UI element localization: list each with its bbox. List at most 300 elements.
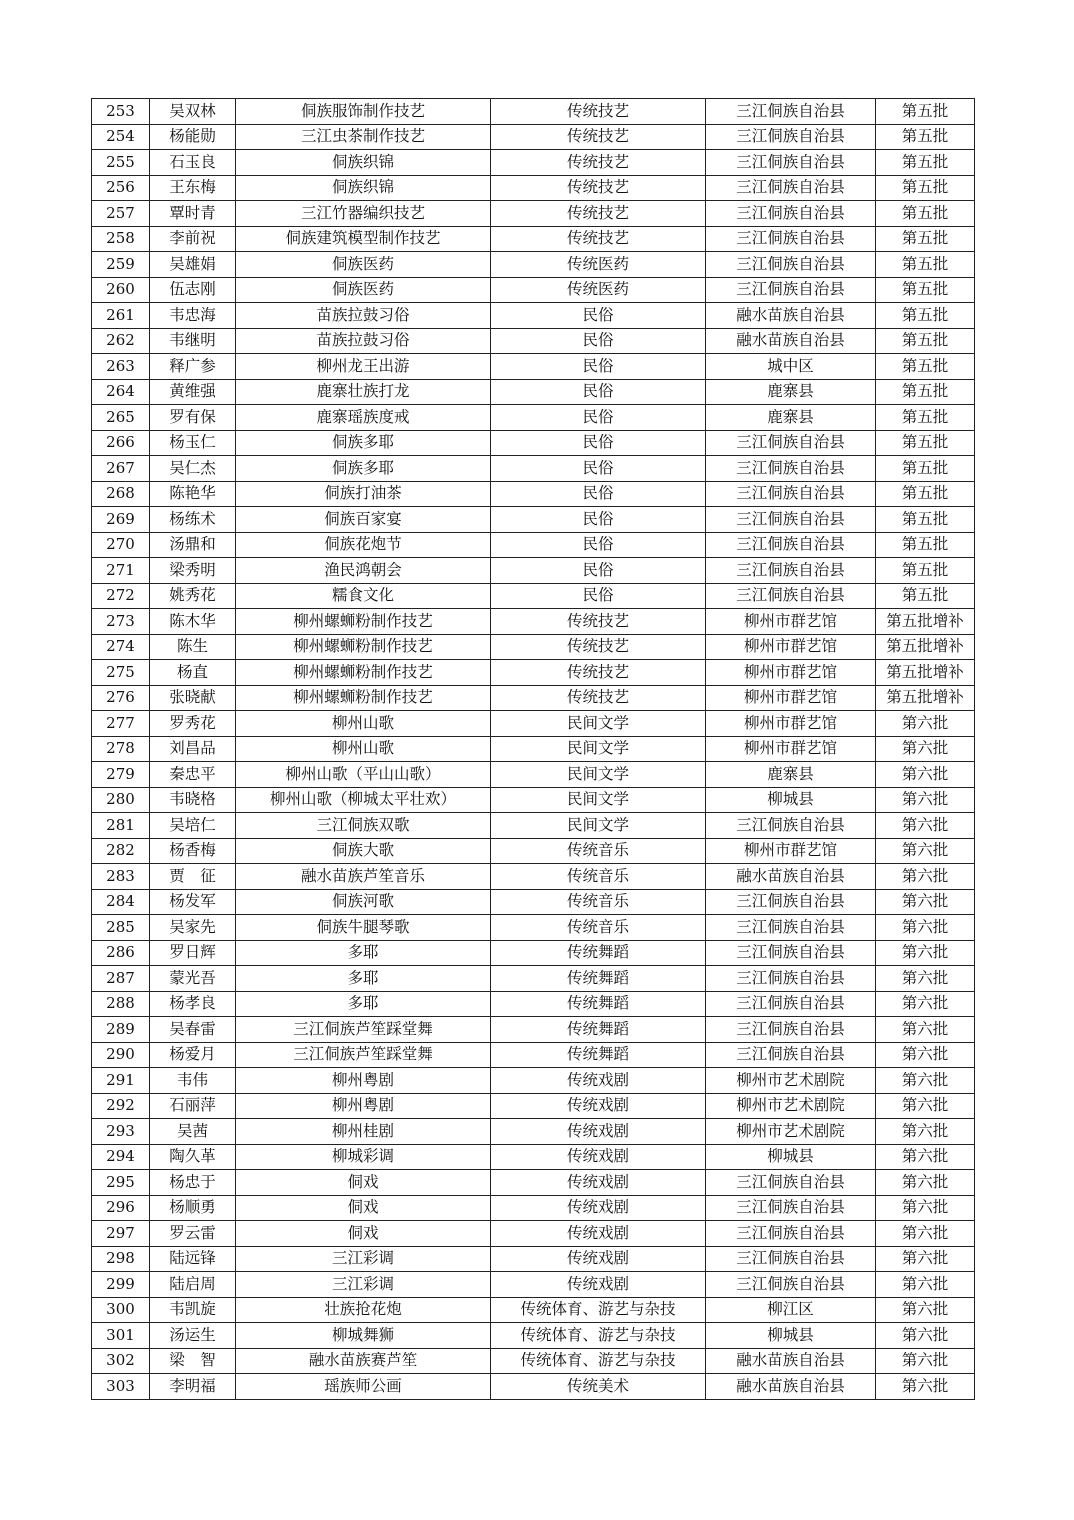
row-number-cell: 285 xyxy=(92,915,150,941)
protection-unit-cell: 三江侗族自治县 xyxy=(706,1042,876,1068)
category-cell: 传统舞蹈 xyxy=(491,1017,706,1043)
batch-cell: 第六批 xyxy=(876,1348,975,1374)
inheritor-name-cell: 杨爱月 xyxy=(150,1042,236,1068)
batch-cell: 第六批 xyxy=(876,991,975,1017)
category-cell: 传统技艺 xyxy=(491,150,706,176)
protection-unit-cell: 三江侗族自治县 xyxy=(706,481,876,507)
inheritor-name-cell: 伍志刚 xyxy=(150,277,236,303)
project-name-cell: 侗族多耶 xyxy=(236,430,491,456)
project-name-cell: 三江侗族芦笙踩堂舞 xyxy=(236,1042,491,1068)
row-number-cell: 283 xyxy=(92,864,150,890)
table-row xyxy=(92,889,975,915)
batch-cell: 第六批 xyxy=(876,762,975,788)
table-row xyxy=(92,124,975,150)
protection-unit-cell: 融水苗族自治县 xyxy=(706,864,876,890)
row-number-cell: 296 xyxy=(92,1195,150,1221)
protection-unit-cell: 融水苗族自治县 xyxy=(706,303,876,329)
category-cell: 传统医药 xyxy=(491,252,706,278)
category-cell: 民俗 xyxy=(491,430,706,456)
row-number-cell: 292 xyxy=(92,1093,150,1119)
batch-cell: 第五批 xyxy=(876,226,975,252)
row-number-cell: 267 xyxy=(92,456,150,482)
row-number-cell: 281 xyxy=(92,813,150,839)
protection-unit-cell: 三江侗族自治县 xyxy=(706,430,876,456)
batch-cell: 第六批 xyxy=(876,1017,975,1043)
row-number-cell: 260 xyxy=(92,277,150,303)
batch-cell: 第六批 xyxy=(876,864,975,890)
table-row xyxy=(92,838,975,864)
row-number-cell: 287 xyxy=(92,966,150,992)
inheritor-name-cell: 罗日辉 xyxy=(150,940,236,966)
inheritor-name-cell: 覃时青 xyxy=(150,201,236,227)
project-name-cell: 多耶 xyxy=(236,966,491,992)
project-name-cell: 侗戏 xyxy=(236,1195,491,1221)
batch-cell: 第五批 xyxy=(876,405,975,431)
batch-cell: 第五批 xyxy=(876,124,975,150)
project-name-cell: 侗族大歌 xyxy=(236,838,491,864)
category-cell: 传统美术 xyxy=(491,1374,706,1400)
category-cell: 传统戏剧 xyxy=(491,1119,706,1145)
row-number-cell: 288 xyxy=(92,991,150,1017)
batch-cell: 第五批增补 xyxy=(876,685,975,711)
row-number-cell: 277 xyxy=(92,711,150,737)
project-name-cell: 苗族拉鼓习俗 xyxy=(236,303,491,329)
category-cell: 传统戏剧 xyxy=(491,1068,706,1094)
inheritor-name-cell: 吴培仁 xyxy=(150,813,236,839)
protection-unit-cell: 三江侗族自治县 xyxy=(706,583,876,609)
row-number-cell: 284 xyxy=(92,889,150,915)
category-cell: 传统体育、游艺与杂技 xyxy=(491,1323,706,1349)
inheritor-name-cell: 黄维强 xyxy=(150,379,236,405)
batch-cell: 第六批 xyxy=(876,838,975,864)
row-number-cell: 300 xyxy=(92,1297,150,1323)
protection-unit-cell: 柳州市艺术剧院 xyxy=(706,1119,876,1145)
inheritor-name-cell: 罗云雷 xyxy=(150,1221,236,1247)
category-cell: 传统音乐 xyxy=(491,864,706,890)
inheritor-name-cell: 张晓献 xyxy=(150,685,236,711)
project-name-cell: 三江彩调 xyxy=(236,1272,491,1298)
row-number-cell: 276 xyxy=(92,685,150,711)
batch-cell: 第六批 xyxy=(876,1144,975,1170)
inheritor-name-cell: 韦晓格 xyxy=(150,787,236,813)
table-row xyxy=(92,940,975,966)
row-number-cell: 266 xyxy=(92,430,150,456)
batch-cell: 第六批 xyxy=(876,711,975,737)
inheritor-name-cell: 杨顺勇 xyxy=(150,1195,236,1221)
table-row xyxy=(92,1119,975,1145)
project-name-cell: 柳州螺蛳粉制作技艺 xyxy=(236,660,491,686)
protection-unit-cell: 柳州市艺术剧院 xyxy=(706,1093,876,1119)
table-row xyxy=(92,379,975,405)
project-name-cell: 柳城舞狮 xyxy=(236,1323,491,1349)
project-name-cell: 柳州龙王出游 xyxy=(236,354,491,380)
inheritor-name-cell: 蒙光吾 xyxy=(150,966,236,992)
project-name-cell: 侗族打油茶 xyxy=(236,481,491,507)
row-number-cell: 262 xyxy=(92,328,150,354)
category-cell: 民间文学 xyxy=(491,711,706,737)
protection-unit-cell: 三江侗族自治县 xyxy=(706,124,876,150)
heritage-inheritor-table xyxy=(91,98,975,1400)
protection-unit-cell: 三江侗族自治县 xyxy=(706,201,876,227)
inheritor-name-cell: 吴茜 xyxy=(150,1119,236,1145)
project-name-cell: 柳州山歌（平山山歌） xyxy=(236,762,491,788)
project-name-cell: 柳州螺蛳粉制作技艺 xyxy=(236,609,491,635)
category-cell: 传统戏剧 xyxy=(491,1195,706,1221)
batch-cell: 第五批 xyxy=(876,277,975,303)
row-number-cell: 261 xyxy=(92,303,150,329)
table-row xyxy=(92,634,975,660)
row-number-cell: 269 xyxy=(92,507,150,533)
inheritor-name-cell: 刘昌品 xyxy=(150,736,236,762)
project-name-cell: 侗族百家宴 xyxy=(236,507,491,533)
protection-unit-cell: 鹿寨县 xyxy=(706,762,876,788)
project-name-cell: 侗族医药 xyxy=(236,252,491,278)
category-cell: 民俗 xyxy=(491,456,706,482)
project-name-cell: 瑶族师公画 xyxy=(236,1374,491,1400)
category-cell: 传统技艺 xyxy=(491,609,706,635)
batch-cell: 第五批 xyxy=(876,354,975,380)
inheritor-name-cell: 杨能勋 xyxy=(150,124,236,150)
inheritor-name-cell: 韦继明 xyxy=(150,328,236,354)
category-cell: 传统舞蹈 xyxy=(491,966,706,992)
inheritor-name-cell: 陈生 xyxy=(150,634,236,660)
protection-unit-cell: 三江侗族自治县 xyxy=(706,252,876,278)
inheritor-name-cell: 罗秀花 xyxy=(150,711,236,737)
project-name-cell: 侗族织锦 xyxy=(236,150,491,176)
row-number-cell: 295 xyxy=(92,1170,150,1196)
inheritor-name-cell: 王东梅 xyxy=(150,175,236,201)
batch-cell: 第五批 xyxy=(876,481,975,507)
table-row xyxy=(92,1374,975,1400)
batch-cell: 第六批 xyxy=(876,966,975,992)
project-name-cell: 侗戏 xyxy=(236,1221,491,1247)
protection-unit-cell: 柳州市群艺馆 xyxy=(706,711,876,737)
batch-cell: 第六批 xyxy=(876,1272,975,1298)
protection-unit-cell: 三江侗族自治县 xyxy=(706,226,876,252)
row-number-cell: 302 xyxy=(92,1348,150,1374)
row-number-cell: 272 xyxy=(92,583,150,609)
protection-unit-cell: 三江侗族自治县 xyxy=(706,966,876,992)
category-cell: 传统技艺 xyxy=(491,175,706,201)
row-number-cell: 274 xyxy=(92,634,150,660)
table-row xyxy=(92,456,975,482)
table-row xyxy=(92,354,975,380)
row-number-cell: 258 xyxy=(92,226,150,252)
table-row xyxy=(92,226,975,252)
row-number-cell: 279 xyxy=(92,762,150,788)
category-cell: 传统技艺 xyxy=(491,226,706,252)
inheritor-name-cell: 杨玉仁 xyxy=(150,430,236,456)
inheritor-name-cell: 杨发军 xyxy=(150,889,236,915)
project-name-cell: 融水苗族芦笙音乐 xyxy=(236,864,491,890)
protection-unit-cell: 柳州市艺术剧院 xyxy=(706,1068,876,1094)
protection-unit-cell: 三江侗族自治县 xyxy=(706,1246,876,1272)
row-number-cell: 253 xyxy=(92,99,150,125)
category-cell: 民俗 xyxy=(491,583,706,609)
protection-unit-cell: 三江侗族自治县 xyxy=(706,1272,876,1298)
batch-cell: 第五批 xyxy=(876,328,975,354)
row-number-cell: 278 xyxy=(92,736,150,762)
table-row xyxy=(92,1170,975,1196)
category-cell: 传统戏剧 xyxy=(491,1246,706,1272)
project-name-cell: 三江虫茶制作技艺 xyxy=(236,124,491,150)
batch-cell: 第六批 xyxy=(876,813,975,839)
category-cell: 传统音乐 xyxy=(491,838,706,864)
table-row xyxy=(92,609,975,635)
batch-cell: 第六批 xyxy=(876,940,975,966)
table-row xyxy=(92,252,975,278)
project-name-cell: 糯食文化 xyxy=(236,583,491,609)
table-row xyxy=(92,915,975,941)
table-row xyxy=(92,762,975,788)
inheritor-name-cell: 汤运生 xyxy=(150,1323,236,1349)
project-name-cell: 鹿寨壮族打龙 xyxy=(236,379,491,405)
table-row xyxy=(92,1195,975,1221)
inheritor-name-cell: 陆远锋 xyxy=(150,1246,236,1272)
table-row xyxy=(92,991,975,1017)
inheritor-name-cell: 梁 智 xyxy=(150,1348,236,1374)
table-row xyxy=(92,1068,975,1094)
protection-unit-cell: 三江侗族自治县 xyxy=(706,813,876,839)
category-cell: 传统体育、游艺与杂技 xyxy=(491,1348,706,1374)
batch-cell: 第六批 xyxy=(876,1297,975,1323)
category-cell: 民俗 xyxy=(491,507,706,533)
table-row xyxy=(92,201,975,227)
category-cell: 传统音乐 xyxy=(491,889,706,915)
table-row xyxy=(92,175,975,201)
batch-cell: 第六批 xyxy=(876,1246,975,1272)
project-name-cell: 柳城彩调 xyxy=(236,1144,491,1170)
protection-unit-cell: 三江侗族自治县 xyxy=(706,558,876,584)
category-cell: 传统体育、游艺与杂技 xyxy=(491,1297,706,1323)
table-row xyxy=(92,736,975,762)
batch-cell: 第五批 xyxy=(876,507,975,533)
inheritor-name-cell: 陆启周 xyxy=(150,1272,236,1298)
row-number-cell: 294 xyxy=(92,1144,150,1170)
batch-cell: 第六批 xyxy=(876,1093,975,1119)
category-cell: 传统技艺 xyxy=(491,124,706,150)
table-row xyxy=(92,532,975,558)
table-row xyxy=(92,1042,975,1068)
batch-cell: 第六批 xyxy=(876,1323,975,1349)
protection-unit-cell: 三江侗族自治县 xyxy=(706,456,876,482)
batch-cell: 第五批 xyxy=(876,558,975,584)
project-name-cell: 侗戏 xyxy=(236,1170,491,1196)
project-name-cell: 柳州螺蛳粉制作技艺 xyxy=(236,634,491,660)
batch-cell: 第六批 xyxy=(876,1068,975,1094)
protection-unit-cell: 三江侗族自治县 xyxy=(706,940,876,966)
project-name-cell: 柳州山歌 xyxy=(236,711,491,737)
project-name-cell: 融水苗族赛芦笙 xyxy=(236,1348,491,1374)
protection-unit-cell: 柳城县 xyxy=(706,1323,876,1349)
table-row xyxy=(92,685,975,711)
batch-cell: 第六批 xyxy=(876,736,975,762)
row-number-cell: 291 xyxy=(92,1068,150,1094)
inheritor-name-cell: 吴春雷 xyxy=(150,1017,236,1043)
protection-unit-cell: 柳州市群艺馆 xyxy=(706,736,876,762)
protection-unit-cell: 柳江区 xyxy=(706,1297,876,1323)
batch-cell: 第六批 xyxy=(876,1042,975,1068)
category-cell: 民俗 xyxy=(491,328,706,354)
category-cell: 民间文学 xyxy=(491,736,706,762)
inheritor-name-cell: 释广参 xyxy=(150,354,236,380)
row-number-cell: 293 xyxy=(92,1119,150,1145)
row-number-cell: 254 xyxy=(92,124,150,150)
row-number-cell: 265 xyxy=(92,405,150,431)
table-row xyxy=(92,1348,975,1374)
table-row xyxy=(92,507,975,533)
inheritor-name-cell: 陈木华 xyxy=(150,609,236,635)
category-cell: 民俗 xyxy=(491,379,706,405)
protection-unit-cell: 融水苗族自治县 xyxy=(706,1348,876,1374)
table-body xyxy=(92,99,975,1400)
row-number-cell: 299 xyxy=(92,1272,150,1298)
inheritor-name-cell: 杨练术 xyxy=(150,507,236,533)
row-number-cell: 273 xyxy=(92,609,150,635)
batch-cell: 第五批 xyxy=(876,99,975,125)
category-cell: 传统技艺 xyxy=(491,99,706,125)
batch-cell: 第五批 xyxy=(876,303,975,329)
project-name-cell: 三江侗族芦笙踩堂舞 xyxy=(236,1017,491,1043)
row-number-cell: 301 xyxy=(92,1323,150,1349)
row-number-cell: 263 xyxy=(92,354,150,380)
category-cell: 民间文学 xyxy=(491,813,706,839)
protection-unit-cell: 三江侗族自治县 xyxy=(706,889,876,915)
inheritor-name-cell: 贾 征 xyxy=(150,864,236,890)
row-number-cell: 286 xyxy=(92,940,150,966)
project-name-cell: 三江侗族双歌 xyxy=(236,813,491,839)
protection-unit-cell: 三江侗族自治县 xyxy=(706,507,876,533)
inheritor-name-cell: 杨孝良 xyxy=(150,991,236,1017)
inheritor-name-cell: 汤鼎和 xyxy=(150,532,236,558)
protection-unit-cell: 三江侗族自治县 xyxy=(706,1170,876,1196)
project-name-cell: 柳州山歌（柳城太平壮欢） xyxy=(236,787,491,813)
batch-cell: 第六批 xyxy=(876,1170,975,1196)
protection-unit-cell: 三江侗族自治县 xyxy=(706,1221,876,1247)
batch-cell: 第五批 xyxy=(876,252,975,278)
row-number-cell: 289 xyxy=(92,1017,150,1043)
inheritor-name-cell: 韦忠海 xyxy=(150,303,236,329)
project-name-cell: 壮族抢花炮 xyxy=(236,1297,491,1323)
inheritor-name-cell: 吴家先 xyxy=(150,915,236,941)
table-row xyxy=(92,583,975,609)
row-number-cell: 268 xyxy=(92,481,150,507)
batch-cell: 第五批 xyxy=(876,532,975,558)
row-number-cell: 270 xyxy=(92,532,150,558)
row-number-cell: 257 xyxy=(92,201,150,227)
category-cell: 传统技艺 xyxy=(491,660,706,686)
table-row xyxy=(92,813,975,839)
inheritor-name-cell: 韦凯旋 xyxy=(150,1297,236,1323)
row-number-cell: 255 xyxy=(92,150,150,176)
protection-unit-cell: 融水苗族自治县 xyxy=(706,328,876,354)
inheritor-name-cell: 杨直 xyxy=(150,660,236,686)
table-row xyxy=(92,1093,975,1119)
table-row xyxy=(92,405,975,431)
category-cell: 传统舞蹈 xyxy=(491,991,706,1017)
table-row xyxy=(92,99,975,125)
batch-cell: 第六批 xyxy=(876,1374,975,1400)
protection-unit-cell: 三江侗族自治县 xyxy=(706,1017,876,1043)
category-cell: 民俗 xyxy=(491,532,706,558)
project-name-cell: 柳州粤剧 xyxy=(236,1068,491,1094)
category-cell: 民间文学 xyxy=(491,762,706,788)
project-name-cell: 苗族拉鼓习俗 xyxy=(236,328,491,354)
project-name-cell: 侗族牛腿琴歌 xyxy=(236,915,491,941)
table-row xyxy=(92,1221,975,1247)
table-row xyxy=(92,328,975,354)
inheritor-name-cell: 陈艳华 xyxy=(150,481,236,507)
batch-cell: 第五批 xyxy=(876,456,975,482)
category-cell: 传统音乐 xyxy=(491,915,706,941)
protection-unit-cell: 三江侗族自治县 xyxy=(706,915,876,941)
table-row xyxy=(92,787,975,813)
table-row xyxy=(92,1323,975,1349)
batch-cell: 第五批 xyxy=(876,150,975,176)
project-name-cell: 多耶 xyxy=(236,991,491,1017)
project-name-cell: 三江彩调 xyxy=(236,1246,491,1272)
category-cell: 民俗 xyxy=(491,405,706,431)
protection-unit-cell: 三江侗族自治县 xyxy=(706,532,876,558)
table-row xyxy=(92,277,975,303)
protection-unit-cell: 柳州市群艺馆 xyxy=(706,838,876,864)
category-cell: 传统戏剧 xyxy=(491,1093,706,1119)
batch-cell: 第六批 xyxy=(876,787,975,813)
row-number-cell: 282 xyxy=(92,838,150,864)
project-name-cell: 侗族河歌 xyxy=(236,889,491,915)
table-row xyxy=(92,711,975,737)
table-row xyxy=(92,660,975,686)
category-cell: 传统戏剧 xyxy=(491,1272,706,1298)
category-cell: 传统舞蹈 xyxy=(491,940,706,966)
batch-cell: 第五批 xyxy=(876,201,975,227)
row-number-cell: 280 xyxy=(92,787,150,813)
protection-unit-cell: 三江侗族自治县 xyxy=(706,991,876,1017)
project-name-cell: 侗族服饰制作技艺 xyxy=(236,99,491,125)
category-cell: 民俗 xyxy=(491,303,706,329)
project-name-cell: 侗族多耶 xyxy=(236,456,491,482)
project-name-cell: 侗族建筑模型制作技艺 xyxy=(236,226,491,252)
project-name-cell: 多耶 xyxy=(236,940,491,966)
protection-unit-cell: 三江侗族自治县 xyxy=(706,175,876,201)
batch-cell: 第五批 xyxy=(876,379,975,405)
project-name-cell: 三江竹器编织技艺 xyxy=(236,201,491,227)
row-number-cell: 303 xyxy=(92,1374,150,1400)
protection-unit-cell: 柳州市群艺馆 xyxy=(706,634,876,660)
batch-cell: 第六批 xyxy=(876,1195,975,1221)
category-cell: 传统戏剧 xyxy=(491,1170,706,1196)
protection-unit-cell: 三江侗族自治县 xyxy=(706,99,876,125)
row-number-cell: 271 xyxy=(92,558,150,584)
project-name-cell: 侗族医药 xyxy=(236,277,491,303)
table-row xyxy=(92,558,975,584)
table-row xyxy=(92,1144,975,1170)
row-number-cell: 259 xyxy=(92,252,150,278)
inheritor-name-cell: 罗有保 xyxy=(150,405,236,431)
project-name-cell: 柳州桂剧 xyxy=(236,1119,491,1145)
batch-cell: 第五批 xyxy=(876,583,975,609)
project-name-cell: 侗族织锦 xyxy=(236,175,491,201)
row-number-cell: 297 xyxy=(92,1221,150,1247)
table-row xyxy=(92,150,975,176)
inheritor-name-cell: 姚秀花 xyxy=(150,583,236,609)
inheritor-name-cell: 石丽萍 xyxy=(150,1093,236,1119)
table-row xyxy=(92,481,975,507)
category-cell: 传统医药 xyxy=(491,277,706,303)
table-row xyxy=(92,303,975,329)
row-number-cell: 290 xyxy=(92,1042,150,1068)
category-cell: 民俗 xyxy=(491,354,706,380)
